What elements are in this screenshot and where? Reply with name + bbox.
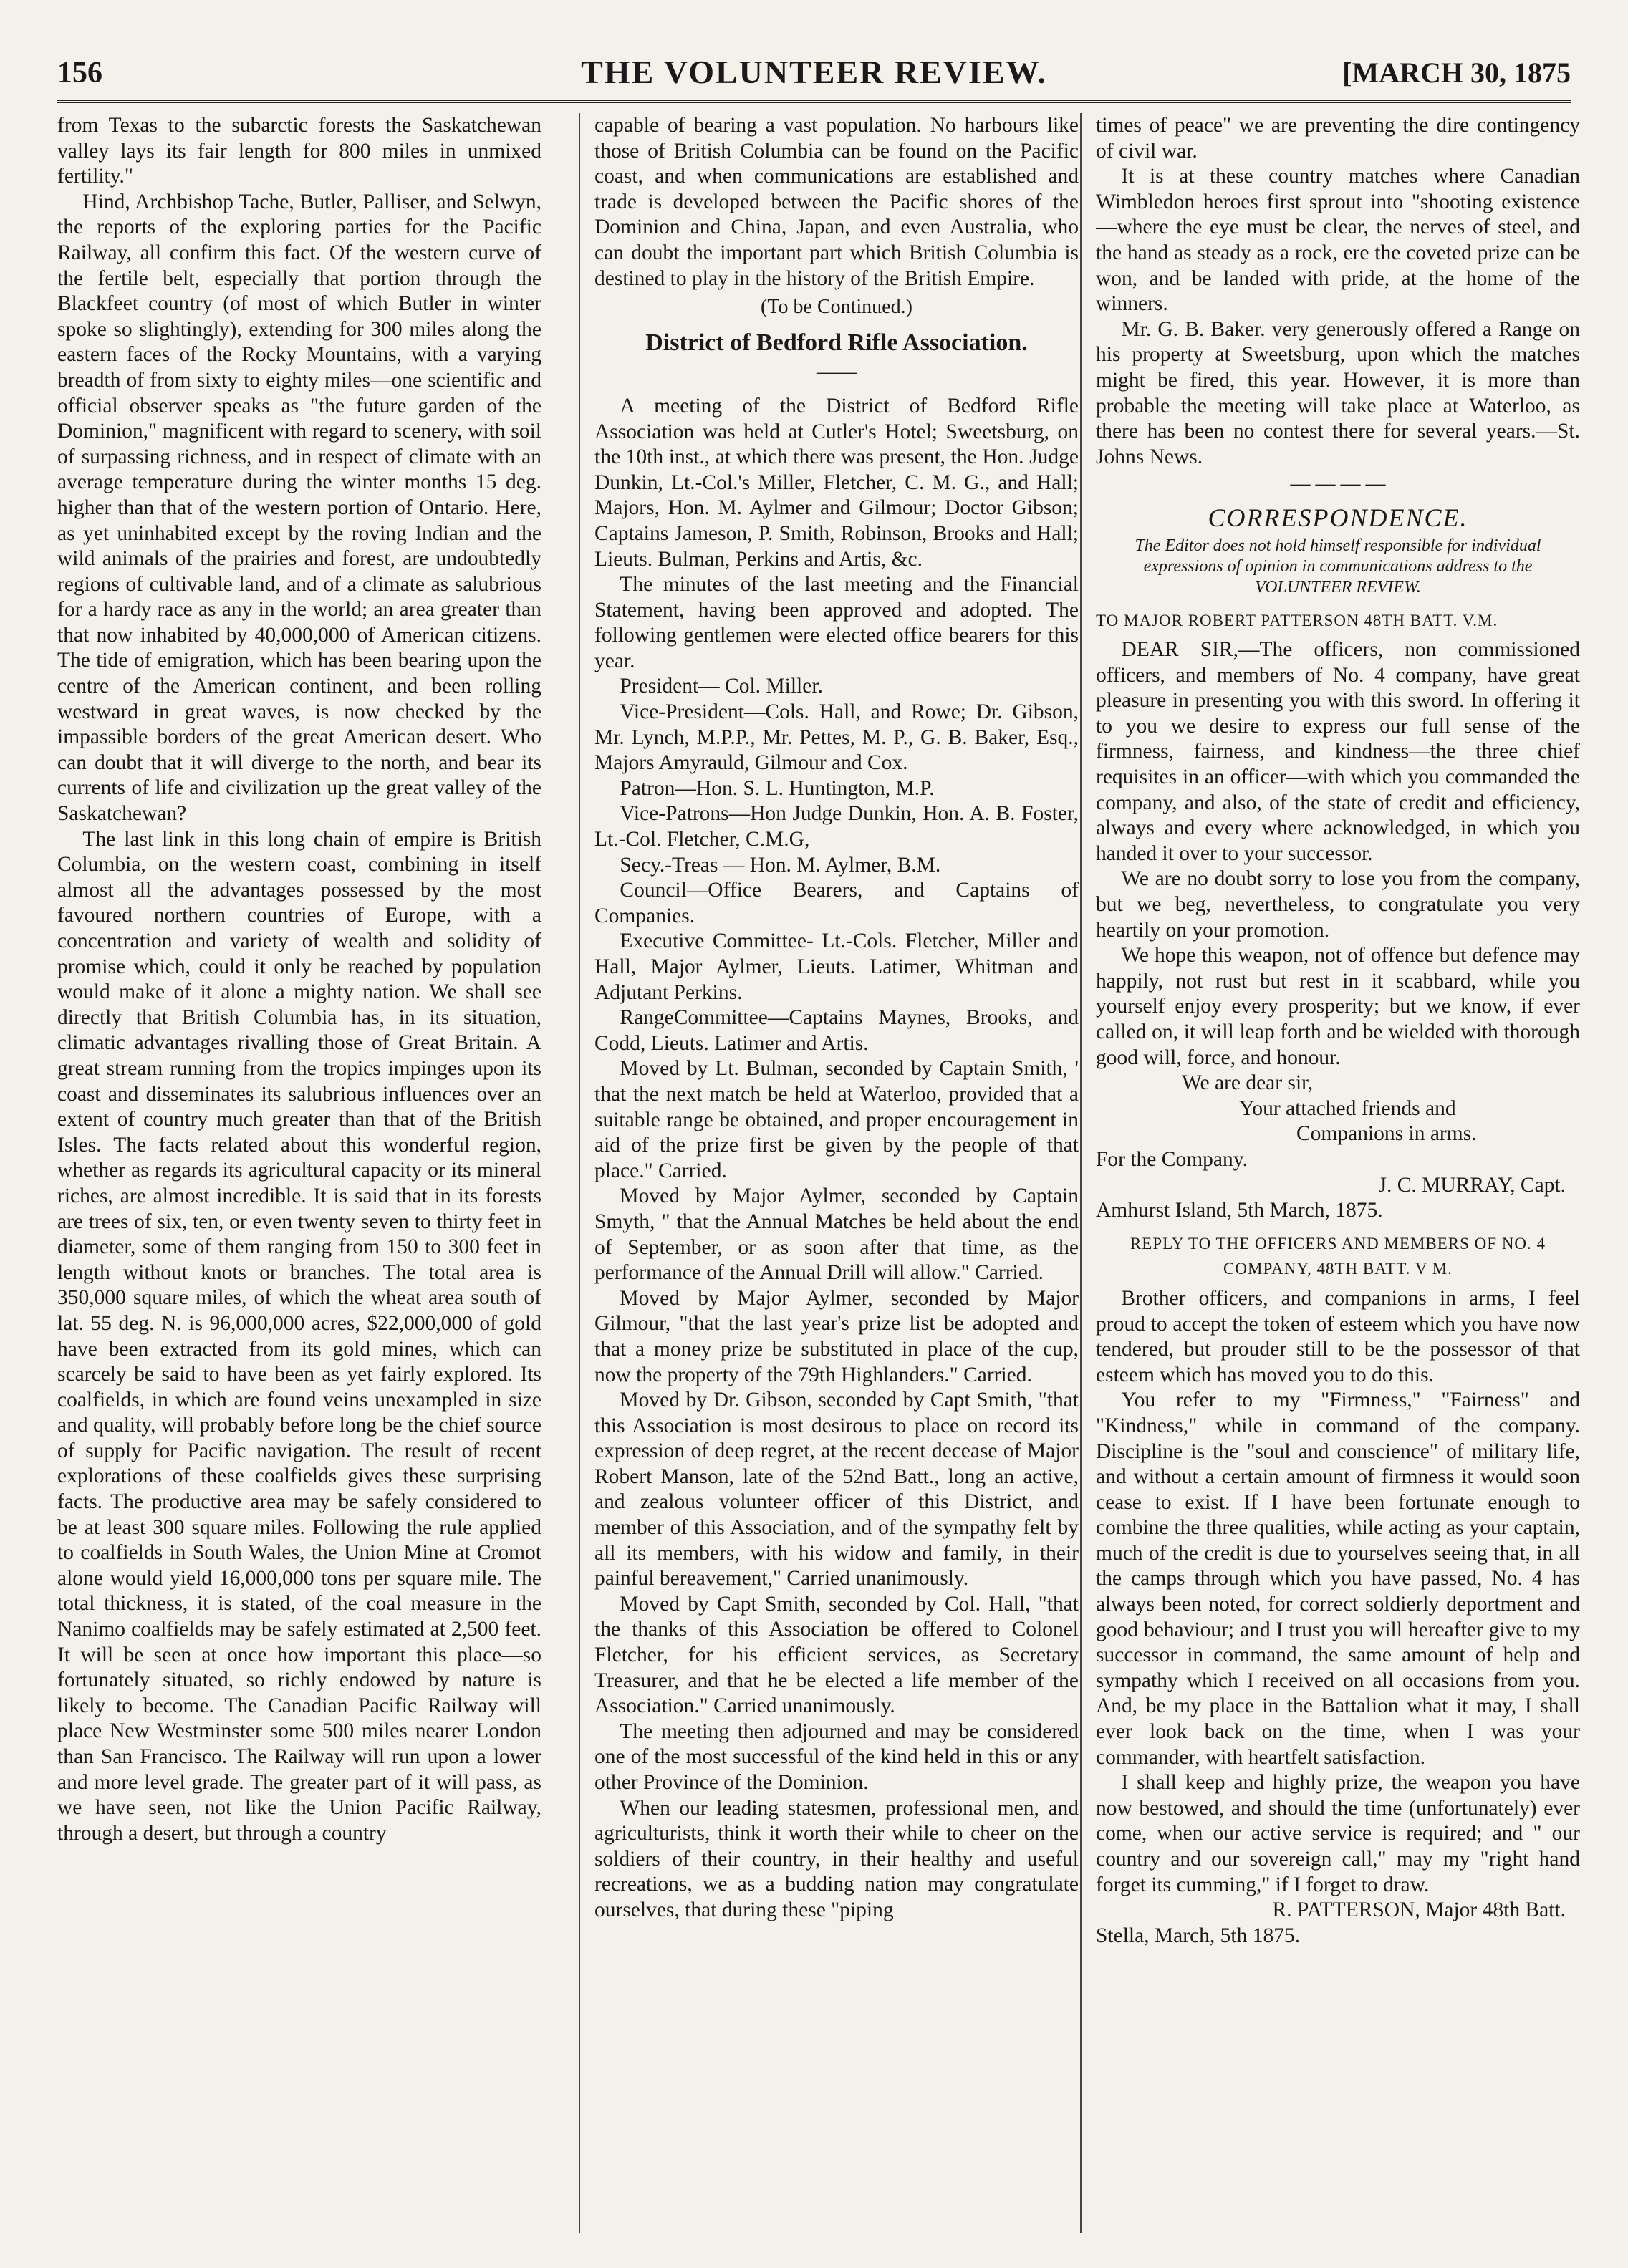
paragraph: When our leading statesmen, professional men, and agriculturists, think it worth their while to cheer on the soldiers of their country, in their healthy and useful recreations, we as a budding nation may congratulate ourselves, that during these "piping <box>594 1796 1079 1921</box>
dash-divider: —— <box>817 361 857 384</box>
letter-addressee: TO MAJOR ROBERT PATTERSON 48TH BATT. V.M. <box>1096 611 1498 629</box>
signoff-line: Your attached friends and <box>1239 1096 1456 1120</box>
signature: R. PATTERSON, Major 48th Batt. <box>1272 1898 1566 1922</box>
paragraph: The last link in this long chain of empire is British Columbia, on the western coast, combining in itself almost all the advantages possessed by the most favoured northern countries of Europe, with a concentration and variety of wealth and solidity of promise which, could it only be reached by population would make of it alone a mighty nation. We shall see directly that British Columbia has, in its situation, climatic advantages rivalling those of Great Britain. A great stream running from the tropics impinges upon its coast and disseminates its salubrious influences over an extent of country much greater than that of the British Isles. The facts related about this wonderful region, whether as regards its agricultural capacity or its mineral riches, are almost incredible. It is said that in its forests are trees of six, ten, or even twenty seven to thirty feet in diameter, some of them ranging from 150 to 300 feet in length without knots or branches. The total area is 350,000 square miles, of which the wheat area south of lat. 55 deg. N. is 96,000,000 acres, $22,000,000 of gold have been extracted from its gold mines, which can scarcely be said to have been as yet fairly explored. Its coalfields, in which are found veins unexampled in size and quality, will probably before long be the chief source of supply for Pacific navigation. The result of recent explorations of these coalfields gives these surprising facts. The productive area may be safely considered to be at least 300 square miles. Following the rule applied to coalfields in South Wales, the Union Mine at Cromot alone would yield 16,000,000 tons per square mile. The total thickness, it is stated, of the coal measure in the Nanimo coalfields may be safely estimated at 2,500 feet. It will be seen at once how important this place—so fortunately situated, so richly endowed by nature is likely to become. The Canadian Pacific Railway will place New Westminster some 500 miles nearer London than San Francisco. The Railway will run upon a lower and more level grade. The greater part of it will pass, as we have seen, not like the Union Pacific Railway, through a desert, but through a country <box>57 827 541 1845</box>
officer-entry: Secy.-Treas — Hon. M. Aylmer, B.M. <box>620 853 941 877</box>
paragraph: DEAR SIR,—The officers, non commissioned officers, and members of No. 4 company, have great pleasure in presenting you with this sword. In offering it to you we desire to express our full sense of the firmness, fairness, and kindness—the three chief requisites in an officer—with which you commanded the company, and also, of the state of credit and efficiency, always and every where acknowledged, in which you handed it over to your successor. <box>1096 638 1580 865</box>
paragraph: Moved by Capt Smith, seconded by Col. Hall, "that the thanks of this Association be offered to Colonel Fletcher, for his efficient services, as Secretary Treasurer, and that he be elected a life member of the Association." Carried unanimously. <box>594 1592 1079 1718</box>
paragraph: from Texas to the subarctic forests the Saskatchewan valley lays its fair length for 800 miles in unmixed fertility." <box>57 114 541 188</box>
officer-entry: Patron—Hon. S. L. Huntington, M.P. <box>620 776 935 800</box>
article-heading: District of Bedford Rifle Association. <box>645 329 1028 356</box>
signoff-line: For the Company. <box>1096 1147 1248 1171</box>
correspondence-heading: CORRESPONDENCE. <box>1208 503 1468 532</box>
paragraph: capable of bearing a vast population. No harbours like those of British Columbia can be found on the Pacific coast, and when communications are established and trade is developed between the Pacific shores of the Dominion and China, Japan, and even Australia, who can doubt the important part which British Columbia is destined to play in the history of the British Empire. <box>594 114 1079 290</box>
signoff-line: We are dear sir, <box>1182 1071 1314 1095</box>
paragraph: It is at these country matches where Canadian Wimbledon heroes first sprout into "shooting existence—where the eye must be clear, the nerves of steel, and the hand as steady as a rock, ere the coveted prize can be won, and be landed with pride, at the home of the winners. <box>1096 165 1580 316</box>
paragraph: Moved by Major Aylmer, seconded by Major Gilmour, "that the last year's prize list be adopted and that a money prize be substituted in place of the cup, now the property of the 79th Highlanders." Carried. <box>594 1286 1079 1386</box>
paragraph: I shall keep and highly prize, the weapon you have now bestowed, and should the time (unfortunately) ever come, when our active service is required; and " our country and our sovereign call," may my "right hand forget its cumming," if I forget to draw. <box>1096 1771 1580 1896</box>
paragraph: We hope this weapon, not of offence but defence may happily, not rust but rest in it scabbard, while you yourself enjoy every prosperity; but we know, if ever called on, it will leap forth and be wielded with thorough good will, force, and honour. <box>1096 944 1580 1069</box>
signature: J. C. MURRAY, Capt. <box>1378 1173 1566 1197</box>
paragraph: times of peace" we are preventing the dire contingency of civil war. <box>1096 114 1580 163</box>
paragraph: Moved by Dr. Gibson, seconded by Capt Smith, "that this Association is most desirous to place on record its expression of deep regret, at the recent decease of Major Robert Manson, late of the 52nd Batt., long an active, and zealous volunteer officer of this District, and member of this Association, and of the sympathy felt by all its members, with his widow and family, in their painful bereavement," Carried unanimously. <box>594 1389 1079 1591</box>
paragraph: Mr. G. B. Baker. very generously offered a Range on his property at Sweetsburg, upon which the matches might be fired, this year. However, it is more than probable the meeting will take place at Waterloo, as there has been no contest there for several years.—St. Johns News. <box>1096 317 1580 468</box>
column-rule <box>1080 113 1082 2233</box>
officer-entry: Vice-President—Cols. Hall, and Rowe; Dr. Gibson, Mr. Lynch, M.P.P., Mr. Pettes, M. P., G. B. Baker, Esq., Majors Amyrauld, Gilmour and Cox. <box>594 700 1079 775</box>
officer-entry: Vice-Patrons—Hon Judge Dunkin, Hon. A. B. Foster, Lt.-Col. Fletcher, C.M.G, <box>594 802 1079 851</box>
journal-title: THE VOLUNTEER REVIEW. <box>581 54 1047 90</box>
page-number: 156 <box>57 57 102 90</box>
paragraph: A meeting of the District of Bedford Rifle Association was held at Cutler's Hotel; Sweetsburg, on the 10th inst., at which there was present, the Hon. Judge Dunkin, Lt.-Col.'s Miller, Fletcher, C. M. G., and Hall; Majors, Hon. M. Aylmer and Gilmour; Doctor Gibson; Captains Jameson, P. Smith, Robinson, Brooks and Hall; Lieuts. Bulman, Perkins and Artis, &c. <box>594 394 1079 571</box>
editor-disclaimer: The Editor does not hold himself responsible for individual expressions of opinion in communications address to the VOLUNTEER REVIEW. <box>1135 536 1541 597</box>
column-2 <box>594 113 1079 2233</box>
paragraph: Moved by Major Aylmer, seconded by Captain Smyth, " that the Annual Matches be held about the end of September, or as soon after that time, as the performance of the Annual Drill will allow." Carried. <box>594 1184 1079 1285</box>
paragraph: We are no doubt sorry to lose you from the company, but we beg, nevertheless, to congratulate you very heartily on your promotion. <box>1096 867 1580 942</box>
officer-entry: RangeCommittee—Captains Maynes, Brooks, and Codd, Lieuts. Latimer and Artis. <box>594 1006 1079 1055</box>
continued-note: (To be Continued.) <box>761 296 912 319</box>
paragraph: Moved by Lt. Bulman, seconded by Captain Smith, ' that the next match be held at Waterloo, provided that a suitable range be obtained, and proper encouragement in aid of the prize first be given by the people of that place." Carried. <box>594 1057 1079 1182</box>
letter-place-date: Stella, March, 5th 1875. <box>1096 1924 1301 1947</box>
officer-entry: Executive Committee- Lt.-Cols. Fletcher, Miller and Hall, Major Aylmer, Lieuts. Latimer, Whitman and Adjutant Perkins. <box>594 930 1079 1004</box>
masthead <box>57 50 1571 103</box>
letter-place-date: Amhurst Island, 5th March, 1875. <box>1096 1199 1383 1222</box>
reply-heading: REPLY TO THE OFFICERS AND MEMBERS OF NO. 4 COMPANY, 48TH BATT. V M. <box>1130 1234 1546 1278</box>
paragraph: The meeting then adjourned and may be considered one of the most successful of the kind held in this or any other Province of the Dominion. <box>594 1719 1079 1794</box>
officer-entry: President— Col. Miller. <box>620 675 823 698</box>
column-rule <box>579 113 580 2233</box>
paragraph: Hind, Archbishop Tache, Butler, Palliser, and Selwyn, the reports of the exploring parties for the Pacific Railway, all confirm this fact. Of the western curve of the fertile belt, especially that portion through the Blackfeet country (of most of which Butler in winter spoke so slightingly), extending for 300 miles along the eastern faces of the Rocky Mountains, with a varying breadth of from sixty to eighty miles—one scientific and official observer speaks as "the future garden of the Dominion," magnificent with regard to scenery, with soil of surpassing richness, and in respect of climate with an average temperature during the winter months 15 deg. higher than that of the western portion of Ontario. Here, as yet uninhabited except by the roving Indian and the wild animals of the prairies and forest, are undoubtedly regions of cultivable land, and of a climate as salubrious for a hardy race as any in the world; an area greater than that now inhabited by 40,000,000 of American citizens. The tide of emigration, which has been bearing upon the centre of the American continent, and been rolling westward in great waves, is now checked by the impassible borders of the great American desert. Who can doubt that it will diverge to the north, and bear its currents of life and civilization up the great valley of the Saskatchewan? <box>57 190 541 826</box>
officer-entry: Council—Office Bearers, and Captains of Companies. <box>594 879 1079 927</box>
signoff-line: Companions in arms. <box>1296 1122 1477 1146</box>
column-3 <box>1096 113 1580 2233</box>
paragraph: The minutes of the last meeting and the Financial Statement, having been approved and adopted. The following gentlemen were elected office bearers for this year. <box>594 573 1079 672</box>
paragraph: Brother officers, and companions in arms, I feel proud to accept the token of esteem which you have now tendered, but prouder still to be the possessor of that esteem which has moved you to do this. <box>1096 1286 1580 1386</box>
dash-divider: — — — — <box>1290 473 1386 496</box>
column-1 <box>57 113 541 2233</box>
issue-date: [MARCH 30, 1875 <box>1342 57 1571 89</box>
paragraph: You refer to my "Firmness," "Fairness" and "Kindness," while in command of the company. Discipline is the "soul and conscience" of military life, and without a certain amount of firmness it would soon cease to exist. If I have been fortunate enough to combine the three qualities, while acting as your captain, much of the credit is due to yourselves seeing that, in all the camps through which you have passed, No. 4 has always been noted, for correct soldierly deportment and good behaviour; and I trust you will hereafter give to my successor in command, the same amount of help and sympathy which I received on all occasions from you. And, be my place in the Battalion what it may, I shall ever look back on the time, when I was your commander, with heartfelt satisfaction. <box>1096 1389 1580 1769</box>
